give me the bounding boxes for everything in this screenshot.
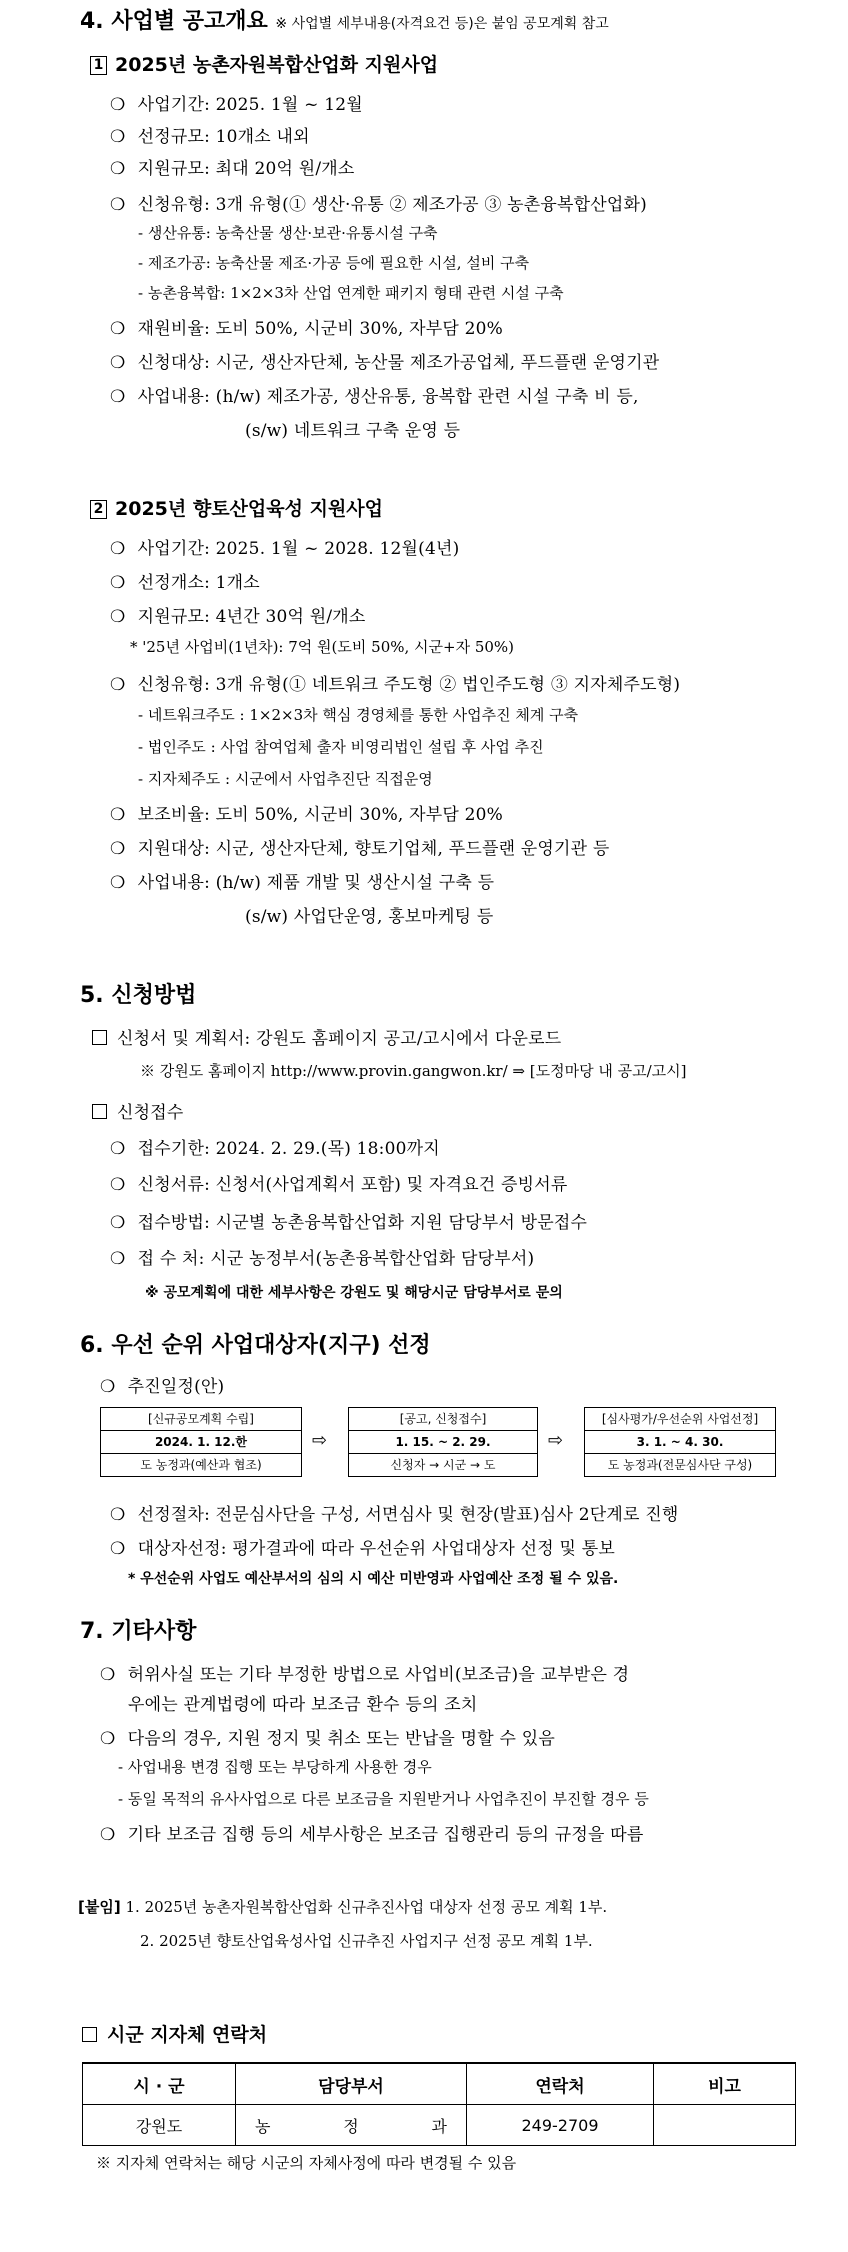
s5-item-1: 신청서 및 계획서: 강원도 홈페이지 공고/고시에서 다운로드	[92, 1024, 561, 1049]
cell-dept: 농 정 과	[236, 2105, 467, 2146]
flow-step-date: 1. 15. ~ 2. 29.	[349, 1431, 537, 1454]
schedule-label: ❍ 추진일정(안)	[100, 1377, 225, 1397]
project-1-title: 2025년 농촌자원복합산업화 지원사업	[115, 54, 439, 76]
project-1-number: 1	[90, 56, 107, 75]
flow-step-date: 2024. 1. 12.한	[101, 1431, 301, 1454]
s7-sub-line: - 동일 목적의 유사사업으로 다른 보조금을 지원받거나 사업추진이 부진할 경우 등	[118, 1790, 649, 1808]
p1-line: ❍ 사업기간: 2025. 1월 ~ 12월	[110, 95, 363, 115]
contacts-heading: 시군 지자체 연락처	[82, 2020, 267, 2047]
p1-line: ❍ 사업내용: (h/w) 제조가공, 생산유통, 융복합 관련 시설 구축 비 등,	[110, 387, 639, 407]
contacts-note: ※ 지자체 연락처는 해당 시군의 자체사정에 따라 변경될 수 있음	[96, 2154, 517, 2172]
flow-step-title: [신규공모계획 수립]	[101, 1408, 301, 1431]
p1-line: ❍ 선정규모: 10개소 내외	[110, 127, 310, 147]
flow-step-3	[584, 1407, 776, 1477]
p2-sub-line: - 지자체주도 : 시군에서 사업추진단 직접운영	[138, 770, 433, 788]
p2-line: ❍ 신청유형: 3개 유형(① 네트워크 주도형 ② 법인주도형 ③ 지자체주도형)	[110, 675, 681, 695]
header-remark: 비고	[654, 2063, 796, 2105]
project-2-title: 2025년 향토산업육성 지원사업	[115, 498, 384, 520]
p2-line: ❍ 사업내용: (h/w) 제품 개발 및 생산시설 구축 등	[110, 873, 495, 893]
p2-line-cont: (s/w) 사업단운영, 홍보마케팅 등	[245, 907, 494, 927]
p1-sub-line: - 생산유통: 농축산물 생산·보관·유통시설 구축	[138, 224, 438, 242]
arrow-right-icon: ⇨	[548, 1430, 564, 1451]
s5-line: ❍ 접수방법: 시군별 농촌융복합산업화 지원 담당부서 방문접수	[110, 1213, 588, 1233]
arrow-right-icon: ⇨	[312, 1430, 328, 1451]
section-5-title: 5. 신청방법	[80, 983, 197, 1008]
s7-sub-line: - 사업내용 변경 집행 또는 부당하게 사용한 경우	[118, 1758, 432, 1776]
s7-line: ❍ 기타 보조금 집행 등의 세부사항은 보조금 집행관리 등의 규정을 따름	[100, 1825, 644, 1845]
flow-step-org: 도 농정과(예산과 협조)	[140, 1458, 262, 1472]
flow-step-org: 신청자 → 시군 → 도	[390, 1458, 496, 1472]
section-6-title: 6. 우선 순위 사업대상자(지구) 선정	[80, 1333, 431, 1358]
flow-step-title: [심사평가/우선순위 사업선정]	[585, 1408, 775, 1431]
p1-sub-line: - 제조가공: 농축산물 제조·가공 등에 필요한 시설, 설비 구축	[138, 254, 530, 272]
p1-line: ❍ 지원규모: 최대 20억 원/개소	[110, 159, 355, 179]
section-4-title: 4. 사업별 공고개요	[80, 9, 268, 34]
s6-line: ❍ 선정절차: 전문심사단을 구성, 서면심사 및 현장(발표)심사 2단계로 진행	[110, 1505, 679, 1525]
s6-line: ❍ 대상자선정: 평가결과에 따라 우선순위 사업대상자 선정 및 통보	[110, 1539, 615, 1559]
s7-line: ❍ 허위사실 또는 기타 부정한 방법으로 사업비(보조금)을 교부받은 경	[100, 1665, 630, 1685]
s5-line: ❍ 신청서류: 신청서(사업계획서 포함) 및 자격요건 증빙서류	[110, 1175, 568, 1195]
p2-line: ❍ 보조비율: 도비 50%, 시군비 30%, 자부담 20%	[110, 805, 503, 825]
flow-step-2	[348, 1407, 538, 1477]
flow-step-title: [공고, 신청접수]	[349, 1408, 537, 1431]
section-7-title: 7. 기타사항	[80, 1619, 197, 1644]
p1-line: ❍ 신청유형: 3개 유형(① 생산·유통 ② 제조가공 ③ 농촌융복합산업화)	[110, 195, 647, 215]
p1-line: ❍ 신청대상: 시군, 생산자단체, 농산물 제조가공업체, 푸드플랜 운영기관	[110, 353, 660, 373]
header-phone: 연락처	[467, 2063, 654, 2105]
cell-phone: 249-2709	[467, 2105, 654, 2146]
flow-step-date: 3. 1. ~ 4. 30.	[585, 1431, 775, 1454]
project-2-heading	[90, 494, 383, 521]
s5-line: ❍ 접 수 처: 시군 농정부서(농촌융복합산업화 담당부서)	[110, 1249, 535, 1269]
p2-line: ❍ 지원대상: 시군, 생산자단체, 향토기업체, 푸드플랜 운영기관 등	[110, 839, 610, 859]
checkbox-square-icon	[82, 2027, 97, 2042]
p1-sub-line: - 농촌융복합: 1×2×3차 산업 연계한 패키지 형태 관련 시설 구축	[138, 284, 564, 302]
p2-sub-line: - 네트워크주도 : 1×2×3차 핵심 경영체를 통한 사업추진 체계 구축	[138, 706, 579, 724]
s5-item-2: 신청접수	[92, 1098, 184, 1123]
s5-note: ※ 공모계획에 대한 세부사항은 강원도 및 해당시군 담당부서로 문의	[145, 1285, 563, 1301]
p2-sub-line: - 법인주도 : 사업 참여업체 출자 비영리법인 설립 후 사업 추진	[138, 738, 544, 756]
flow-step-org: 도 농정과(전문심사단 구성)	[607, 1458, 753, 1472]
header-city: 시 · 군	[83, 2063, 236, 2105]
project-1-heading	[90, 50, 438, 77]
p2-line: ❍ 지원규모: 4년간 30억 원/개소	[110, 607, 366, 627]
flow-step-1	[100, 1407, 302, 1477]
attachment-1: [붙임] 1. 2025년 농촌자원복합산업화 신규추진사업 대상자 선정 공모 계획 1부.	[78, 1898, 608, 1916]
contacts-table	[82, 2062, 796, 2146]
s5-item-1-note: ※ 강원도 홈페이지 http://www.provin.gangwon.kr/ ⇒ [도정마당 내 공고/고시]	[140, 1062, 687, 1080]
checkbox-square-icon	[92, 1030, 107, 1045]
table-header-row	[83, 2063, 796, 2105]
attachment-2: 2. 2025년 향토산업육성사업 신규추진 사업지구 선정 공모 계획 1부.	[140, 1932, 593, 1950]
attachment-label: [붙임]	[78, 1898, 121, 1916]
s7-line: ❍ 다음의 경우, 지원 정지 및 취소 또는 반납을 명할 수 있음	[100, 1729, 555, 1749]
header-dept: 담당부서	[236, 2063, 467, 2105]
checkbox-square-icon	[92, 1104, 107, 1119]
p1-line: ❍ 재원비율: 도비 50%, 시군비 30%, 자부담 20%	[110, 319, 503, 339]
table-row	[83, 2105, 796, 2146]
cell-remark	[654, 2105, 796, 2146]
s5-line: ❍ 접수기한: 2024. 2. 29.(목) 18:00까지	[110, 1139, 440, 1159]
s7-line-cont: 우에는 관계법령에 따라 보조금 환수 등의 조치	[128, 1695, 478, 1715]
p2-line: ❍ 선정개소: 1개소	[110, 573, 260, 593]
p2-note-line: * '25년 사업비(1년차): 7억 원(도비 50%, 시군+자 50%)	[130, 638, 515, 656]
section-4-heading	[80, 4, 609, 35]
p1-line-cont: (s/w) 네트워크 구축 운영 등	[245, 421, 461, 441]
project-2-number: 2	[90, 500, 107, 519]
cell-city: 강원도	[83, 2105, 236, 2146]
section-4-note: ※ 사업별 세부내용(자격요건 등)은 붙임 공모계획 참고	[275, 16, 609, 32]
s6-note: * 우선순위 사업도 예산부서의 심의 시 예산 미반영과 사업예산 조정 될 수 있음.	[128, 1571, 619, 1587]
p2-line: ❍ 사업기간: 2025. 1월 ~ 2028. 12월(4년)	[110, 539, 460, 559]
